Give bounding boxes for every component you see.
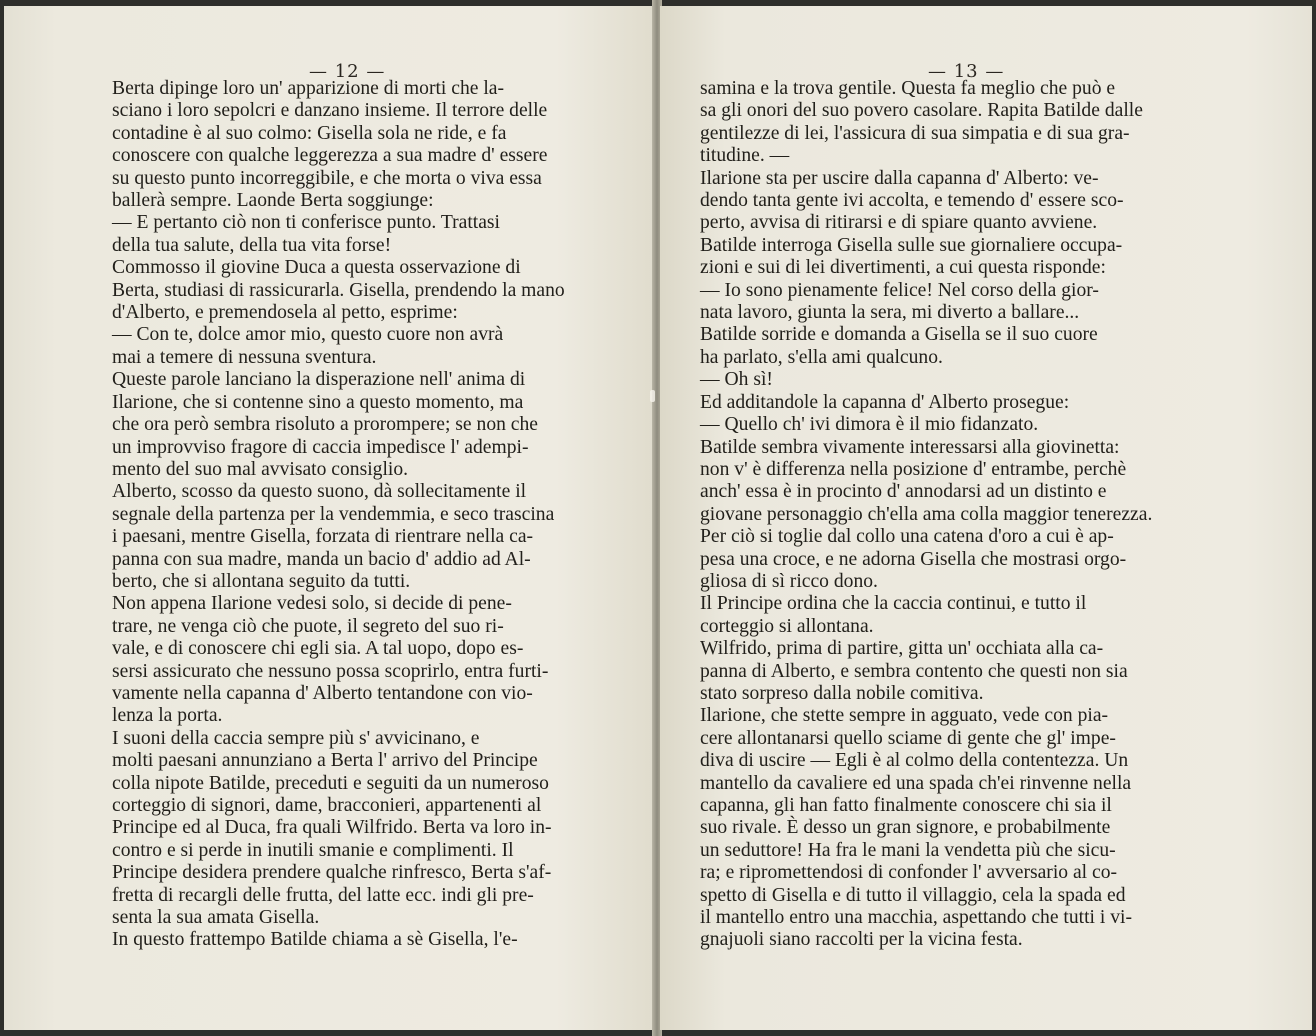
text-line: trare, ne venga ciò che puote, il segreto del suo ri- [112, 615, 504, 637]
text-line: — Oh sì! [700, 369, 773, 391]
text-line: I suoni della caccia sempre più s' avvicinano, e [112, 727, 480, 749]
text-line: vale, e di conoscere chi egli sia. A tal uopo, dopo es- [112, 638, 524, 660]
text-line: Batilde sorride e domanda a Gisella se il suo cuore [700, 324, 1098, 346]
page-body-text [700, 78, 1222, 952]
paper-blemish [650, 390, 655, 402]
text-line: Ilarione, che si contenne sino a questo momento, ma [112, 391, 524, 413]
text-line: Commosso il giovine Duca a questa osservazione di [112, 257, 521, 279]
text-line: — E pertanto ciò non ti conferisce punto. Trattasi [112, 212, 500, 234]
text-line: Ilarione sta per uscire dalla capanna d' Alberto: ve- [700, 167, 1099, 189]
text-line: berto, che si allontana seguito da tutti. [112, 570, 411, 592]
text-line: senta la sua amata Gisella. [112, 907, 320, 929]
text-line: Berta dipinge loro un' apparizione di morti che la- [112, 78, 505, 99]
text-line: Wilfrido, prima di partire, gitta un' occhiata alla ca- [700, 638, 1104, 660]
text-line: capanna, gli han fatto finalmente conoscere chi sia il [700, 795, 1112, 816]
text-line: diva di uscire — Egli è al colmo della contentezza. Un [700, 750, 1129, 772]
left-page [4, 6, 654, 1030]
text-line: — Quello ch' ivi dimora è il mio fidanzato. [700, 414, 1039, 436]
text-line: i paesani, mentre Gisella, forzata di rientrare nella ca- [112, 526, 534, 548]
text-line: ballerà sempre. Laonde Berta soggiunge: [112, 190, 434, 212]
text-line: perto, avvisa di ritirarsi e di spiare quanto avviene. [700, 212, 1098, 234]
text-line: ra; e ripromettendosi di confonder l' avversario al co- [700, 862, 1118, 884]
text-line: spetto di Gisella e di tutto il villaggio, cela la spada ed [700, 884, 1126, 906]
text-line: Principe desidera prendere qualche rinfresco, Berta s'af- [112, 862, 552, 884]
text-line: panna di Alberto, e sembra contento che questi non sia [700, 660, 1128, 682]
text-line: non v' è differenza nella posizione d' entrambe, perchè [700, 458, 1127, 480]
text-line: mantello da cavaliere ed una spada ch'ei rinvenne nella [700, 772, 1132, 794]
page-body-text [112, 78, 607, 952]
text-line: sersi assicurato che nessuno possa scoprirlo, entra furti- [112, 660, 549, 682]
text-line: mai a temere di nessuna sventura. [112, 346, 377, 368]
text-line: gliosa di sì ricco dono. [700, 570, 878, 592]
text-line: d'Alberto, e premendosela al petto, esprime: [112, 302, 458, 324]
text-line: dendo tanta gente ivi accolta, e temendo d' essere sco- [700, 190, 1124, 212]
text-line: molti paesani annunziano a Berta l' arrivo del Principe [112, 750, 538, 772]
text-line: Ed additandole la capanna d' Alberto prosegue: [700, 391, 1070, 413]
text-line: corteggio di signori, dame, bracconieri, appartenenti al [112, 795, 542, 816]
right-page [660, 6, 1312, 1030]
text-line: titudine. — [700, 145, 790, 167]
text-line: contadine è al suo colmo: Gisella sola ne ride, e fa [112, 122, 507, 144]
page-number: — 12 — [309, 61, 386, 82]
text-line: stato sorpreso dalla nobile comitiva. [700, 682, 984, 704]
text-line: lenza la porta. [112, 705, 223, 727]
text-line: mento del suo mal avvisato consiglio. [112, 458, 409, 480]
text-line: colla nipote Batilde, preceduti e seguiti da un numeroso [112, 772, 549, 794]
text-line: Per ciò si toglie dal collo una catena d'oro a cui è ap- [700, 526, 1114, 548]
text-line: vamente nella capanna d' Alberto tentandone con vio- [112, 682, 533, 704]
text-line: Queste parole lanciano la disperazione nell' anima di [112, 369, 526, 391]
text-line: panna con sua madre, manda un bacio d' addio ad Al- [112, 548, 531, 570]
text-line: Alberto, scosso da questo suono, dà sollecitamente il [112, 481, 527, 503]
text-line: il mantello entro una macchia, aspettando che tutti i vi- [700, 907, 1133, 929]
text-line: che ora però sembra risoluto a prorompere; se non che [112, 414, 539, 436]
text-line: un seduttore! Ha fra le mani la vendetta più che sicu- [700, 839, 1116, 861]
text-line: fretta di recargli delle frutta, del latte ecc. indi gli pre- [112, 884, 534, 906]
text-line: Principe ed al Duca, fra quali Wilfrido. Berta va loro in- [112, 817, 552, 839]
text-line: zioni e sui di lei divertimenti, a cui questa risponde: [700, 257, 1106, 279]
text-line: Batilde interroga Gisella sulle sue giornaliere occupa- [700, 234, 1123, 256]
text-line: pesa una croce, e ne adorna Gisella che mostrasi orgo- [700, 548, 1127, 570]
text-line: conoscere con qualche leggerezza a sua madre d' essere [112, 145, 548, 167]
text-line: — Io sono pienamente felice! Nel corso della gior- [700, 279, 1099, 301]
text-line: segnale della partenza per la vendemmia, e seco trascina [112, 503, 555, 525]
text-line: nata lavoro, giunta la sera, mi diverto a ballare... [700, 302, 1080, 324]
page-number: — 13 — [928, 61, 1005, 82]
text-line: Ilarione, che stette sempre in agguato, vede con pia- [700, 705, 1109, 727]
text-line: contro e si perde in inutili smanie e complimenti. Il [112, 839, 514, 861]
text-line: Berta, studiasi di rassicurarla. Gisella, prendendo la mano [112, 279, 565, 301]
text-line: della tua salute, della tua vita forse! [112, 234, 392, 256]
text-line: sa gli onori del suo povero casolare. Rapita Batilde dalle [700, 100, 1143, 122]
text-line: corteggio si allontana. [700, 615, 874, 637]
text-line: Batilde sembra vivamente interessarsi alla giovinetta: [700, 436, 1120, 458]
text-line: giovane personaggio ch'ella ama colla maggior tenerezza. [700, 503, 1153, 525]
text-line: cere allontanarsi quello sciame di gente che gl' impe- [700, 727, 1116, 749]
text-line: gentilezze di lei, l'assicura di sua simpatia e di sua gra- [700, 122, 1130, 144]
text-line: su questo punto incorreggibile, e che morta o viva essa [112, 167, 542, 189]
text-line: ha parlato, s'ella ami qualcuno. [700, 346, 943, 368]
text-line: samina e la trova gentile. Questa fa meglio che può e [700, 78, 1116, 99]
text-line: suo rivale. È desso un gran signore, e probabilmente [700, 817, 1111, 839]
text-line: un improvviso fragore di caccia impedisce l' adempi- [112, 436, 529, 458]
text-line: sciano i loro sepolcri e danzano insieme. Il terrore delle [112, 100, 548, 122]
text-line: anch' essa è in procinto d' annodarsi ad un distinto e [700, 481, 1107, 503]
text-line: gnajuoli siano raccolti per la vicina festa. [700, 929, 1023, 951]
text-line: Il Principe ordina che la caccia continui, e tutto il [700, 593, 1087, 615]
text-line: In questo frattempo Batilde chiama a sè Gisella, l'e- [112, 929, 518, 951]
text-line: Non appena Ilarione vedesi solo, si decide di pene- [112, 593, 512, 615]
text-line: — Con te, dolce amor mio, questo cuore non avrà [112, 324, 504, 346]
